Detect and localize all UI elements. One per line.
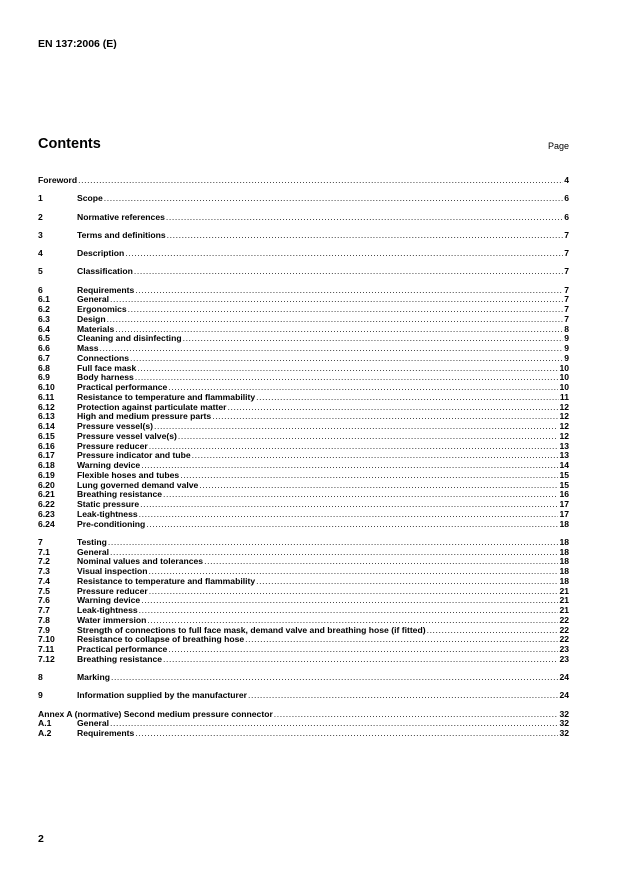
toc-entry[interactable] [38,334,569,344]
toc-entry[interactable] [38,655,569,665]
toc-entry-number: 3 [38,230,43,240]
toc-entry-number: A.1 [38,719,52,729]
toc-dot-leader [192,451,559,461]
toc-entry-page: 7 [564,284,569,295]
toc-entry-title: Practical performance [77,382,168,392]
toc-entry-page: 6 [564,211,569,222]
toc-entry-page: 7 [564,248,569,258]
toc-entry-number: 7.6 [38,596,50,606]
toc-entry-number: 7 [38,537,43,547]
toc-entry-number: 6.9 [38,373,50,383]
toc-entry-number: 7.9 [38,625,50,635]
toc-entry-page: 12 [559,430,569,441]
toc-entry-number: 6.3 [38,314,50,324]
toc-dot-leader [137,364,558,374]
toc-entry[interactable] [38,267,569,277]
toc-dot-leader [227,403,558,413]
toc-entry-title: Strength of connections to full face mask, demand valve and breathing hose (if fitted) [77,624,426,635]
toc-entry-number: A.2 [38,729,52,738]
toc-dot-leader [427,626,559,636]
toc-entry-title: Practical performance [77,644,168,654]
toc-entry-page: 17 [559,508,569,519]
toc-entry-page: 11 [559,391,569,402]
toc-entry-page: 9 [564,343,569,353]
toc-dot-leader [274,710,559,720]
toc-entry-page: 32 [559,718,569,729]
toc-entry-page: 22 [559,624,569,635]
toc-entry-page: 18 [559,546,569,557]
toc-entry-title: Mass [77,343,99,353]
toc-dot-leader [163,655,558,665]
toc-entry-page: 18 [559,556,569,567]
toc-entry-page: 6 [564,193,569,204]
toc-entry-page: 10 [559,382,569,392]
toc-entry-number: 2 [38,212,43,222]
toc-entry-page: 22 [559,634,569,645]
toc-dot-leader [146,520,558,530]
toc-entry-page: 9 [564,333,569,344]
toc-entry-title: Pre-conditioning [77,518,146,529]
toc-entry-number: 6.6 [38,344,50,353]
toc-entry-title: Breathing resistance [77,653,163,664]
toc-entry[interactable] [38,305,569,315]
toc-group-gap [38,186,569,195]
toc-entry[interactable] [38,673,569,683]
toc-entry-page: 7 [564,313,569,324]
toc-dot-leader [149,587,559,597]
toc-entry-page: 15 [559,479,569,490]
toc-entry-title: Leak-tightness [77,508,138,519]
toc-entry-number: 4 [38,249,43,258]
toc-entry-page: 22 [559,614,569,625]
toc-dot-leader [166,213,563,223]
toc-entry-title: Terms and definitions [77,229,166,240]
toc-entry-number: 6.16 [38,441,55,451]
toc-entry-page: 21 [559,605,569,615]
toc-entry-title: Protection against particulate matter [77,401,227,412]
toc-entry[interactable] [38,691,569,701]
toc-entry-title: Nominal values and tolerances [77,556,204,567]
toc-dot-leader [130,354,563,364]
toc-entry-number: 7.7 [38,606,50,615]
toc-entry-number: 6.19 [38,470,55,480]
toc-entry-number: 6.21 [38,490,55,500]
toc-entry-number: 6.7 [38,353,50,363]
toc-entry-title: General [77,546,110,557]
toc-entry-title: Flexible hoses and tubes [77,469,180,480]
toc-entry-title: Warning device [77,460,141,470]
toc-dot-leader [104,194,563,204]
toc-entry-number: 6.22 [38,500,55,509]
toc-dot-leader [135,729,558,739]
toc-entry-number: 6.1 [38,295,50,305]
toc-entry-number: 6.5 [38,334,50,344]
toc-entry[interactable] [38,520,569,530]
toc-entry[interactable] [38,729,569,739]
toc-entry-title: Normative references [77,211,165,222]
toc-dot-leader [180,471,558,481]
toc-dot-leader [141,461,558,471]
toc-entry-number: 6.18 [38,461,55,470]
toc-entry-number: 6.24 [38,519,55,529]
toc-entry-title: Warning device [77,595,141,606]
toc-dot-leader [199,481,558,491]
toc-dot-leader [163,490,558,500]
toc-entry-number: 6.15 [38,431,55,441]
toc-entry-page: 24 [559,672,569,682]
toc-entry-title: Full face mask [77,362,137,373]
toc-entry-page: 7 [564,294,569,305]
toc-entry-number: 6.10 [38,383,55,392]
toc-dot-leader [167,231,564,241]
toc-entry-page: 21 [559,595,569,606]
toc-dot-leader [154,422,558,432]
toc-entry-title: Design [77,313,106,324]
toc-dot-leader [256,577,558,587]
toc-entry-page: 12 [559,421,569,431]
toc-dot-leader [110,295,563,305]
toc-entry-number: 6.13 [38,412,55,422]
toc-entry-title: Ergonomics [77,304,127,314]
toc-dot-leader [149,442,559,452]
toc-entry-page: 13 [559,450,569,461]
toc-dot-leader [245,635,558,645]
toc-entry-page: 23 [559,653,569,664]
toc-entry-page: 12 [559,401,569,412]
toc-entry-page: 7 [564,266,569,277]
toc-entry-title: Visual inspection [77,566,148,576]
toc-entry-page: 32 [559,728,569,738]
toc-entry-page: 7 [564,304,569,314]
toc-dot-leader [125,249,563,259]
toc-dot-leader [135,286,563,296]
toc-entry-number: 5 [38,267,43,277]
toc-dot-leader [141,596,558,606]
toc-entry-title: Resistance to collapse of breathing hose [77,634,245,645]
toc-entry-title: Pressure vessel(s) [77,421,153,431]
toc-entry-page: 18 [559,518,569,529]
toc-entry-number: 7.4 [38,576,50,586]
toc-dot-leader [248,691,558,701]
toc-dot-leader [135,373,559,383]
toc-group-gap [38,665,569,674]
toc-entry[interactable] [38,231,569,241]
toc-dot-leader [110,719,558,729]
toc-entry-number: 6.8 [38,363,50,373]
toc-entry-number: 7.12 [38,654,55,664]
toc-dot-leader [134,267,563,277]
toc-dot-leader [100,344,564,354]
toc-entry-page: 17 [559,499,569,509]
toc-entry-number: 7.10 [38,635,55,645]
toc-entry-page: 18 [559,536,569,547]
toc-entry-page: 23 [559,644,569,654]
toc-entry-page: 12 [559,411,569,422]
toc-entry-title: Water immersion [77,614,147,625]
toc-entry-page: 10 [559,362,569,373]
toc-entry[interactable] [38,315,569,325]
toc-entry-number: 7.8 [38,615,50,625]
toc-entry-number: 7.2 [38,557,50,567]
toc-entry-title: Connections [77,352,130,363]
toc-entry-number: 6.20 [38,480,55,490]
toc-entry-page: 7 [564,229,569,240]
toc-entry-title: Requirements [77,728,135,738]
toc-entry-number: 7.3 [38,567,50,576]
toc-entry-title: Requirements [77,284,135,295]
toc-entry-page: 18 [559,575,569,586]
toc-entry-page: 16 [559,489,569,500]
toc-entry[interactable] [38,213,569,223]
toc-entry[interactable] [38,710,569,720]
toc-entry-number: 6.23 [38,509,55,519]
toc-dot-leader [256,393,559,403]
toc-entry-title: General [77,718,110,729]
toc-group-gap [38,529,569,538]
toc-entry-number: 6.11 [38,392,55,402]
toc-entry-title: Pressure reducer [77,440,148,451]
toc-entry-number: 6 [38,285,43,295]
toc-entry-page: 18 [559,566,569,576]
toc-entry-title: Static pressure [77,499,140,509]
toc-dot-leader [107,315,564,325]
toc-entry-number: 6.17 [38,451,55,461]
toc-entry-page: 9 [564,352,569,363]
toc-entry-title: Annex A (normative) Second medium pressure connector [38,708,273,719]
toc-entry-title: Scope [77,193,103,204]
toc-entry-title: Lung governed demand valve [77,479,199,490]
page-title: Contents [38,136,101,152]
toc-entry-title: Cleaning and disinfecting [77,333,182,344]
toc-entry-page: 4 [564,175,569,185]
toc-dot-leader [168,645,558,655]
toc-dot-leader [139,606,559,616]
toc-entry-title: Description [77,248,125,258]
toc-entry[interactable] [38,249,569,259]
toc-entry-page: 24 [559,690,569,701]
toc-entry-number: 7.5 [38,586,50,596]
toc-entry-page: 32 [559,708,569,719]
toc-entry-number: 1 [38,194,43,204]
toc-entry-title: Resistance to temperature and flammability [77,575,256,586]
toc-dot-leader [212,412,558,422]
toc-entry[interactable] [38,538,569,548]
toc-dot-leader [128,305,564,315]
toc-dot-leader [115,325,563,335]
toc-dot-leader [139,510,559,520]
toc-entry-title: Materials [77,323,115,334]
toc-entry[interactable] [38,194,569,204]
toc-entry-title: Pressure indicator and tube [77,450,191,461]
page-column-label: Page [547,141,569,151]
toc-dot-leader [108,538,559,548]
table-of-contents [38,176,569,739]
toc-entry-page: 8 [564,323,569,334]
toc-dot-leader [140,500,558,510]
document-header: EN 137:2006 (E) [38,38,117,50]
toc-entry-title: Marking [77,672,110,682]
toc-entry-title: Classification [77,266,133,277]
toc-dot-leader [178,432,559,442]
toc-entry-title: Breathing resistance [77,489,163,500]
toc-entry-number: 7.1 [38,547,50,557]
toc-entry-title: Testing [77,536,107,547]
toc-entry-number: 9 [38,691,43,701]
toc-entry-page: 14 [559,460,569,470]
toc-entry-number: 7.11 [38,645,55,654]
toc-entry-page: 15 [559,469,569,480]
toc-entry-title: High and medium pressure parts [77,411,212,422]
toc-entry-number: 8 [38,673,43,682]
toc-entry-number: 6.4 [38,324,50,334]
toc-entry-page: 10 [559,372,569,383]
toc-entry-title: Leak-tightness [77,605,138,615]
toc-dot-leader [111,673,558,683]
toc-dot-leader [183,334,564,344]
toc-entry-title: Information supplied by the manufacturer [77,690,247,701]
toc-dot-leader [204,557,558,567]
toc-entry-title: General [77,294,110,305]
toc-entry[interactable] [38,286,569,296]
page-number: 2 [38,833,44,845]
toc-entry-number: 6.12 [38,402,55,412]
toc-entry-title: Resistance to temperature and flammability [77,391,256,402]
toc-entry-title: Foreword [38,175,78,185]
toc-entry-title: Pressure reducer [77,585,148,596]
toc-entry-page: 21 [559,585,569,596]
toc-entry-number: 6.2 [38,305,50,314]
toc-entry-number: 6.14 [38,422,55,431]
toc-entry-title: Pressure vessel valve(s) [77,430,177,441]
toc-entry-title: Body harness [77,372,134,383]
toc-dot-leader [78,176,563,186]
toc-entry[interactable] [38,176,569,186]
toc-entry-page: 13 [559,440,569,451]
